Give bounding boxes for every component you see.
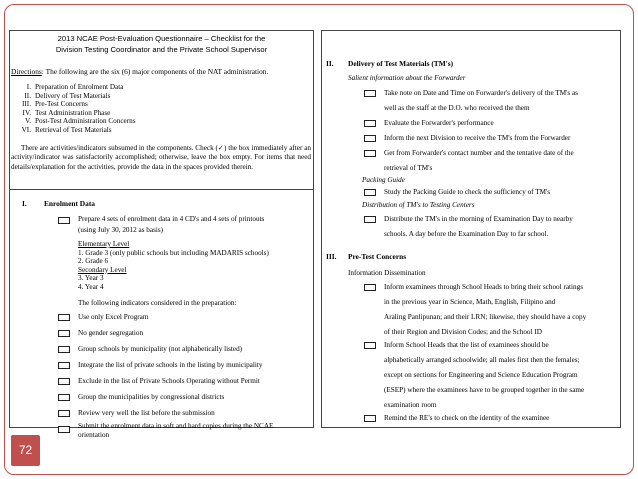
subheading-packing-guide: Packing Guide	[362, 176, 405, 184]
list-item	[11, 126, 291, 135]
checkbox-prepare-enrolment[interactable]	[58, 217, 70, 224]
directions-label: Directions	[11, 67, 42, 76]
list-item	[11, 100, 291, 109]
checkbox-inform-next-division[interactable]	[364, 135, 376, 142]
section-title: Pre-Test Concerns	[348, 252, 407, 261]
section-title: Delivery of Test Materials (TM's)	[348, 59, 454, 68]
item-text: Prepare 4 sets of enrolment data in 4 CD's and 4 sets of printouts	[78, 215, 265, 223]
checkbox-remind-res[interactable]	[364, 415, 376, 422]
page-number-badge: 72	[11, 435, 40, 466]
indicator-text: Group schools by municipality (not alphabetically listed)	[78, 345, 243, 353]
item-number: III.	[22, 100, 31, 109]
note-line: immediately after an activity/indicator was satisfactorily accomplished; otherwise, leave	[11, 144, 311, 162]
section-enrolment-data	[10, 190, 313, 439]
section-number: III.	[326, 252, 337, 261]
item-text: retrieval of TM's	[384, 164, 433, 172]
item-text: except on sections for Engineering and Science Education Program	[384, 371, 578, 379]
item-text: Araling Panlipunan; and their LRN; likewise, they should have a copy	[384, 313, 587, 321]
item-text: (using July 30, 2012 as basis)	[78, 226, 164, 234]
item-text: Pre-Test Concerns	[35, 100, 88, 109]
item-text: Retrieval of Test Materials	[35, 125, 112, 134]
checkbox-group-by-district[interactable]	[58, 394, 70, 401]
list-item	[11, 83, 291, 92]
checkbox-evaluate-forwarder[interactable]	[364, 120, 376, 127]
checkbox-submit-enrolment[interactable]	[58, 426, 70, 433]
item-text: (ESEP) where the examinees have to be grouped together in the same	[384, 386, 585, 394]
item-text: Post-Test Administration Concerns	[35, 117, 136, 126]
item-text: Preparation of Enrolment Data	[35, 83, 124, 91]
checkbox-group-by-municipality[interactable]	[58, 346, 70, 353]
item-number: VI.	[21, 125, 31, 134]
indicator-text: Integrate the list of private schools in the listing by municipality	[78, 361, 263, 369]
indicator-text: Exclude in the list of Private Schools Operating without Permit	[78, 377, 260, 385]
item-number: V.	[24, 117, 31, 126]
checkbox-review-list[interactable]	[58, 410, 70, 417]
directions-text	[11, 67, 268, 76]
item-text: well as the staff at the D.O. who received the them	[384, 104, 530, 112]
checkbox-excel-program[interactable]	[58, 314, 70, 321]
indicator-text: Review very well the list before the submission	[78, 409, 215, 417]
item-text: Distribute the TM's in the morning of Examination Day to nearby	[384, 215, 573, 223]
checkbox-note-delivery[interactable]	[364, 90, 376, 97]
item-text: Inform examinees through School Heads to bring their school ratings	[384, 283, 584, 291]
checkbox-packing-guide[interactable]	[364, 189, 376, 196]
checkbox-exclude-without-permit[interactable]	[58, 378, 70, 385]
questionnaire-header	[10, 31, 313, 190]
item-text: Delivery of Test Materials	[35, 91, 111, 100]
checkbox-no-gender-segregation[interactable]	[58, 330, 70, 337]
secondary-level-label: Secondary Level	[78, 265, 127, 274]
checkbox-forwarder-contact[interactable]	[364, 150, 376, 157]
list-item: 1. Grade 3 (only public schools but including MADARIS schools)	[78, 248, 269, 257]
checkbox-inform-examinees[interactable]	[364, 284, 376, 291]
subheading-forwarder: Salient information about the Forwarder	[348, 74, 466, 82]
item-text: Take note on Date and Time on Forwarder's delivery of the TM's as	[384, 89, 578, 97]
section-title: Enrolment Data	[44, 199, 95, 208]
list-item: 2. Grade 6	[78, 257, 109, 265]
left-column	[9, 30, 314, 439]
list-item	[11, 117, 291, 126]
item-number: IV.	[22, 108, 31, 117]
item-text: in the previous year in Science, Math, English, Filipino and	[384, 298, 556, 306]
item-text: Inform the next Division to receive the TM's from the Forwarder	[384, 134, 571, 142]
item-text: Evaluate the Forwarder's performance	[384, 119, 494, 127]
item-text: of their Region and Division Codes; and the School ID	[384, 328, 542, 336]
item-text: Submit the enrolment data in soft and hard copies during the NCAE	[78, 422, 274, 430]
item-text: Remind the RE's to check on the identity of the examinee	[384, 414, 550, 422]
list-item	[11, 109, 291, 118]
note-line: There are activities/indicators subsumed in the components. Check (✓) the box	[21, 144, 250, 152]
title-line: 2013 NCAE Post-Evaluation Questionnaire – Checklist for the	[57, 34, 266, 43]
item-text: examination room	[384, 401, 437, 409]
directions-body: : The following are the six (6) major components of the NAT administration.	[41, 67, 269, 76]
components-list	[11, 83, 291, 135]
indicator-text: Use only Excel Program	[78, 313, 149, 321]
subheading-information: Information Dissemination	[348, 269, 426, 277]
page-title	[10, 34, 313, 55]
section-number: I.	[22, 199, 27, 208]
right-column	[321, 30, 621, 428]
note-line: the box empty. For items that need details/explanation for the activities, provide the data	[11, 153, 311, 171]
item-text: Study the Packing Guide to check the sufficiency of TM's	[384, 188, 551, 196]
note-line: in the spaces provided therein.	[165, 162, 254, 171]
item-text: schools. A day before the Examination Day to far school.	[384, 230, 549, 238]
item-text: Test Administration Phase	[35, 108, 111, 117]
list-item: 3. Year 3	[78, 274, 104, 282]
section-number: II.	[326, 59, 334, 68]
item-text: orientation	[78, 431, 110, 439]
title-line: Division Testing Coordinator and the Private School Supervisor	[55, 44, 268, 54]
indicator-text: Group the municipalities by congressional districts	[78, 393, 225, 401]
checkbox-integrate-private-schools[interactable]	[58, 362, 70, 369]
list-item	[11, 92, 291, 101]
checkbox-inform-school-heads[interactable]	[364, 342, 376, 349]
item-text: Inform School Heads that the list of examinees should be	[384, 341, 549, 349]
instructions-note	[11, 144, 311, 172]
indicators-intro: The following indicators considered in the preparation:	[78, 299, 237, 307]
item-text: Get from Forwarder's contact number and the tentative date of the	[384, 149, 574, 157]
checkbox-distribute-tms[interactable]	[364, 216, 376, 223]
elementary-level-label: Elementary Level	[78, 240, 130, 248]
item-text: alphabetically arranged schoolwide; all males first then the females;	[384, 356, 580, 364]
subheading-distribution: Distribution of TM's to Testing Centers	[362, 201, 475, 209]
item-number: II.	[24, 91, 31, 100]
item-number: I.	[26, 83, 31, 91]
indicator-text: No gender segregation	[78, 329, 144, 337]
list-item: 4. Year 4	[78, 282, 104, 291]
